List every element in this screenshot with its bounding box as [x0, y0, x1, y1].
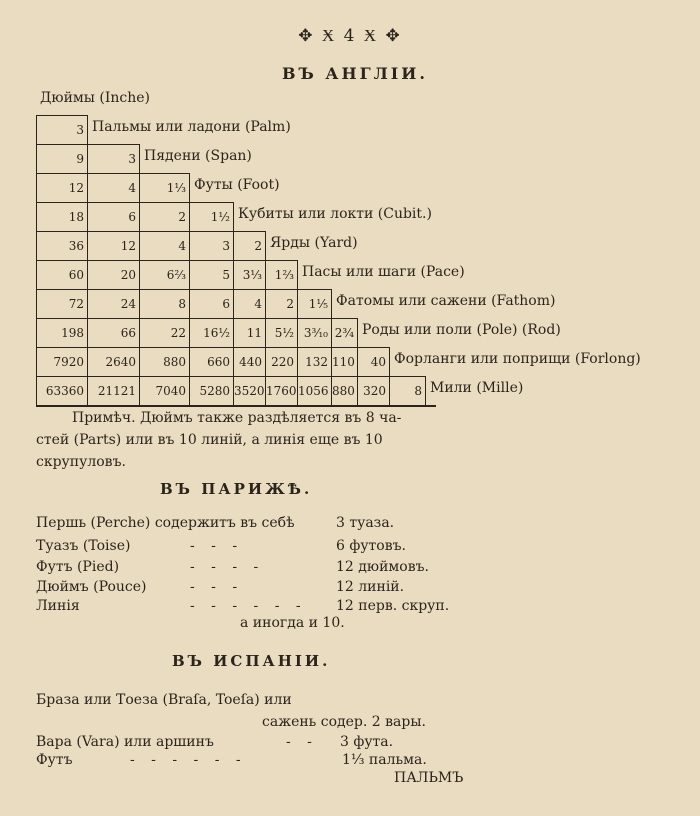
table-row-rule [36, 260, 298, 261]
table-cell: 880 [332, 384, 355, 398]
table-row-rule [36, 376, 426, 377]
table-cell: 2 [286, 297, 294, 311]
paris-row-value: 12 дюймовъ. [336, 559, 429, 575]
table-cell: 60 [68, 268, 84, 282]
table-cell: 6 [222, 297, 230, 311]
table-cell: 5280 [199, 384, 230, 398]
paris-extra-note: а иногда и 10. [240, 615, 345, 631]
section-title-paris: ВЪ ПАРИЖѢ. [160, 480, 313, 498]
note-line-1: Примѣч. Дюймъ также раздѣляется въ 8 ча- [72, 410, 402, 426]
paris-row-label: Линія [36, 598, 80, 614]
table-column-rule [389, 347, 390, 405]
table-cell: 20 [120, 268, 136, 282]
table-cell: 3 [76, 123, 84, 137]
conversion-table [36, 86, 692, 398]
table-cell: 36 [68, 239, 84, 253]
table-column-rule [87, 115, 88, 405]
paris-row-label: Першь (Perche) содержитъ въ себѣ [36, 515, 295, 531]
spain-line-1: Браза или Тоеза (Braſa, Toeſa) или [36, 692, 292, 708]
table-cell: 5½ [274, 326, 294, 340]
table-cell: 1⅔ [274, 268, 294, 282]
table-cell: 24 [120, 297, 136, 311]
table-cell: 880 [163, 355, 186, 369]
section-title-spain: ВЪ ИСПАНІИ. [172, 652, 331, 670]
table-cell: 220 [271, 355, 294, 369]
note-line-3: скрупуловъ. [36, 454, 126, 470]
spain-foot-value: 1⅓ пальма. [342, 752, 427, 768]
table-cell: 3³⁄₁₀ [303, 326, 328, 340]
table-column-rule [233, 202, 234, 405]
table-cell: 11 [246, 326, 262, 340]
table-cell: 22 [170, 326, 186, 340]
table-cell: 1⅕ [308, 297, 328, 311]
unit-label: Кубиты или локти (Cubit.) [238, 206, 432, 222]
table-cell: 8 [178, 297, 186, 311]
table-column-rule [357, 318, 358, 405]
table-cell: 72 [68, 297, 84, 311]
paris-row-value: 3 туаза. [336, 515, 395, 531]
catchword: ПАЛЬМЪ [394, 770, 464, 786]
table-bottom-rule [36, 405, 436, 407]
table-cell: 440 [239, 355, 262, 369]
spain-line-2: сажень содер. 2 вары. [262, 714, 426, 730]
table-row-rule [36, 144, 140, 145]
table-cell: 1⅓ [166, 181, 186, 195]
paris-row-dots: - - - [190, 579, 244, 595]
section-title-england: ВЪ АНГЛІИ. [282, 64, 428, 83]
paris-row-label: Футъ (Pied) [36, 559, 120, 575]
paris-row-dots: - - - - - - [190, 598, 307, 614]
table-cell: 1056 [298, 384, 329, 398]
note-line-2: стей (Parts) или въ 10 линій, а линія еще въ 10 [36, 432, 383, 448]
table-cell: 66 [120, 326, 136, 340]
table-cell: 2640 [105, 355, 136, 369]
unit-label: Мили (Mille) [430, 380, 524, 396]
table-cell: 63360 [45, 384, 84, 398]
table-row-rule [36, 202, 234, 203]
unit-label: Пядени (Span) [144, 148, 252, 164]
table-cell: 3⅓ [242, 268, 262, 282]
table-cell: 3 [128, 152, 136, 166]
unit-label: Ярды (Yard) [270, 235, 358, 251]
paris-row-label: Туазъ (Toise) [36, 538, 131, 554]
table-cell: 4 [178, 239, 186, 253]
unit-label: Пасы или шаги (Pace) [302, 264, 465, 280]
spain-vara-value: 3 фута. [340, 734, 394, 750]
table-column-rule [139, 144, 140, 405]
table-cell: 21121 [97, 384, 136, 398]
table-cell: 110 [332, 355, 355, 369]
table-cell: 1½ [210, 210, 230, 224]
unit-label: Форланги или поприщи (Forlong) [394, 351, 641, 367]
table-cell: 7040 [155, 384, 186, 398]
paris-row-value: 12 перв. скруп. [336, 598, 450, 614]
table-cell: 320 [363, 384, 386, 398]
table-row-rule [36, 347, 390, 348]
table-cell: 132 [305, 355, 328, 369]
table-cell: 12 [120, 239, 136, 253]
paris-row-dots: - - - [190, 538, 244, 554]
table-cell: 8 [414, 384, 422, 398]
unit-label: Роды или поли (Pole) (Rod) [362, 322, 561, 338]
page-header: ✥ Ӿ 4 Ӿ ✥ [298, 26, 402, 46]
paris-row-label: Дюймъ (Pouce) [36, 579, 147, 595]
table-column-rule [297, 260, 298, 405]
table-cell: 2 [254, 239, 262, 253]
table-cell: 6 [128, 210, 136, 224]
table-row-rule [36, 318, 358, 319]
unit-label: Дюймы (Inche) [40, 90, 150, 106]
table-cell: 9 [76, 152, 84, 166]
table-cell: 16½ [203, 326, 230, 340]
paris-row-value: 12 линій. [336, 579, 405, 595]
spain-foot-dots: - - - - - - [130, 752, 247, 768]
table-column-rule [189, 173, 190, 405]
table-row-rule [36, 173, 190, 174]
table-row-rule [36, 115, 88, 116]
table-cell: 660 [207, 355, 230, 369]
table-cell: 3520 [234, 384, 265, 398]
table-cell: 198 [61, 326, 84, 340]
table-cell: 6⅔ [166, 268, 186, 282]
unit-label: Пальмы или ладони (Palm) [92, 119, 291, 135]
spain-vara-label: Вара (Vara) или аршинъ [36, 734, 214, 750]
table-column-rule [265, 231, 266, 405]
table-row-rule [36, 289, 332, 290]
table-cell: 40 [370, 355, 386, 369]
paris-row-dots: - - - - [190, 559, 265, 575]
table-column-rule [331, 289, 332, 405]
table-cell: 7920 [53, 355, 84, 369]
table-row-rule [36, 231, 266, 232]
table-cell: 2 [178, 210, 186, 224]
table-cell: 18 [68, 210, 84, 224]
spain-foot-label: Футъ [36, 752, 73, 768]
table-cell: 1760 [266, 384, 297, 398]
table-cell: 5 [222, 268, 230, 282]
table-cell: 4 [254, 297, 262, 311]
unit-label: Футы (Foot) [194, 177, 280, 193]
table-column-rule [425, 376, 426, 405]
table-cell: 2¾ [334, 326, 354, 340]
table-cell: 3 [222, 239, 230, 253]
paris-row-value: 6 футовъ. [336, 538, 406, 554]
table-cell: 4 [128, 181, 136, 195]
spain-vara-dots: - - [286, 734, 318, 750]
table-column-rule [36, 115, 37, 405]
table-cell: 12 [68, 181, 84, 195]
unit-label: Фатомы или сажени (Fathom) [336, 293, 556, 309]
